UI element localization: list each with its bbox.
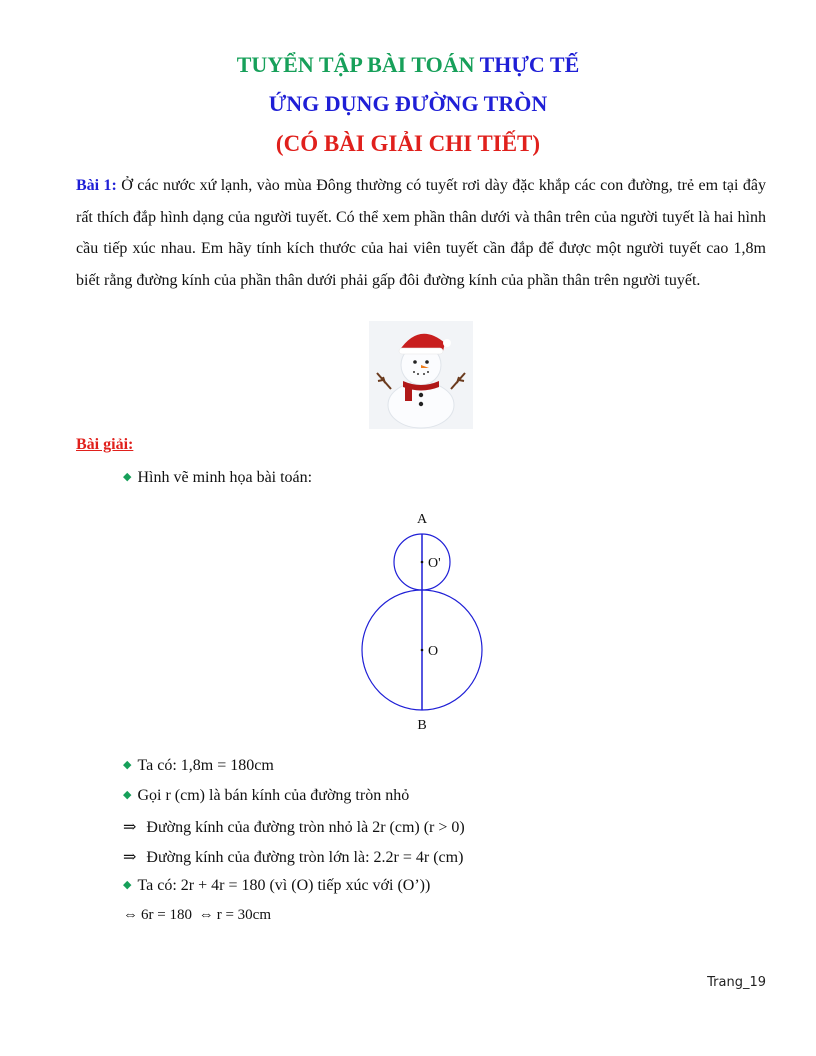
implies-arrow-icon: ⇒ [123, 819, 137, 836]
diamond-bullet-icon: ◆ [123, 789, 132, 801]
diamond-bullet-icon: ◆ [123, 471, 132, 483]
hat-brim [399, 348, 443, 354]
center-o-point [421, 649, 424, 652]
hat-pompom [443, 339, 451, 347]
step-5-line [123, 877, 430, 895]
center-o-prime-point [421, 561, 424, 564]
label-o: O [428, 644, 439, 659]
snowman-image [369, 321, 473, 429]
snowman-button [419, 393, 423, 397]
diamond-bullet-icon: ◆ [123, 759, 132, 771]
problem-text: Ở các nước xứ lạnh, vào mùa Đông thường có tuyết rơi dày đặc khắp các con đường, trẻ em tại đây rất thích đắp hình dạng của người tuyết. Có thể xem phần thân dưới và thân trên của người tuyết là hai hình cầu tiếp xúc nhau. Em hãy tính kích thước của hai viên tuyết cần đắp để được một người tuyết cao 1,8m biết rằng đường kính của phần thân dưới phải gấp đôi đường kính của phần thân trên người tuyết. [76, 177, 766, 289]
solution-intro: Hình vẽ minh họa bài toán: [137, 469, 313, 486]
step-3: Đường kính của đường tròn nhỏ là 2r (cm) (r > 0) [146, 819, 465, 836]
step-7: r = 30cm [216, 907, 271, 923]
step-4: Đường kính của đường tròn lớn là: 2.2r = 4r (cm) [146, 849, 464, 866]
step-4-line [123, 847, 463, 867]
problem-statement [76, 170, 766, 296]
title-line-1 [0, 52, 816, 78]
snowman-eye-left [413, 360, 417, 364]
step-2-line [123, 787, 409, 805]
title-line-3: (CÓ BÀI GIẢI CHI TIẾT) [275, 131, 541, 156]
step-1: Ta có: 1,8m = 180cm [137, 757, 274, 774]
title-blue-part: THỰC TẾ [479, 52, 580, 77]
title-green-part: TUYỂN TẬP BÀI TOÁN [236, 52, 475, 77]
scarf-tail [405, 385, 412, 401]
snowman-eye-right [425, 360, 429, 364]
step-2: Gọi r (cm) là bán kính của đường tròn nhỏ [137, 787, 410, 804]
circles-diagram [350, 505, 500, 737]
solution-intro-line [123, 469, 312, 487]
step-1-line [123, 757, 274, 775]
step-6: 6r = 180 [141, 907, 192, 923]
title-line-2: ỨNG DỤNG ĐƯỜNG TRÒN [268, 91, 548, 116]
solution-heading: Bài giải: [76, 436, 134, 453]
equivalence-icon: ⇔ [198, 907, 214, 923]
implies-arrow-icon: ⇒ [123, 849, 137, 866]
step-5: Ta có: 2r + 4r = 180 (vì (O) tiếp xúc với (O’)) [137, 877, 431, 894]
problem-label: Bài 1: [76, 177, 117, 194]
page-number: Trang_19 [707, 975, 766, 990]
step-3-line [123, 817, 465, 837]
step-6-line [123, 907, 271, 924]
label-a: A [416, 512, 428, 527]
diamond-bullet-icon: ◆ [123, 879, 132, 891]
label-o-prime: O' [428, 556, 441, 571]
snowman-button [419, 402, 423, 406]
equivalence-icon: ⇔ [123, 907, 138, 923]
label-b: B [417, 718, 427, 733]
